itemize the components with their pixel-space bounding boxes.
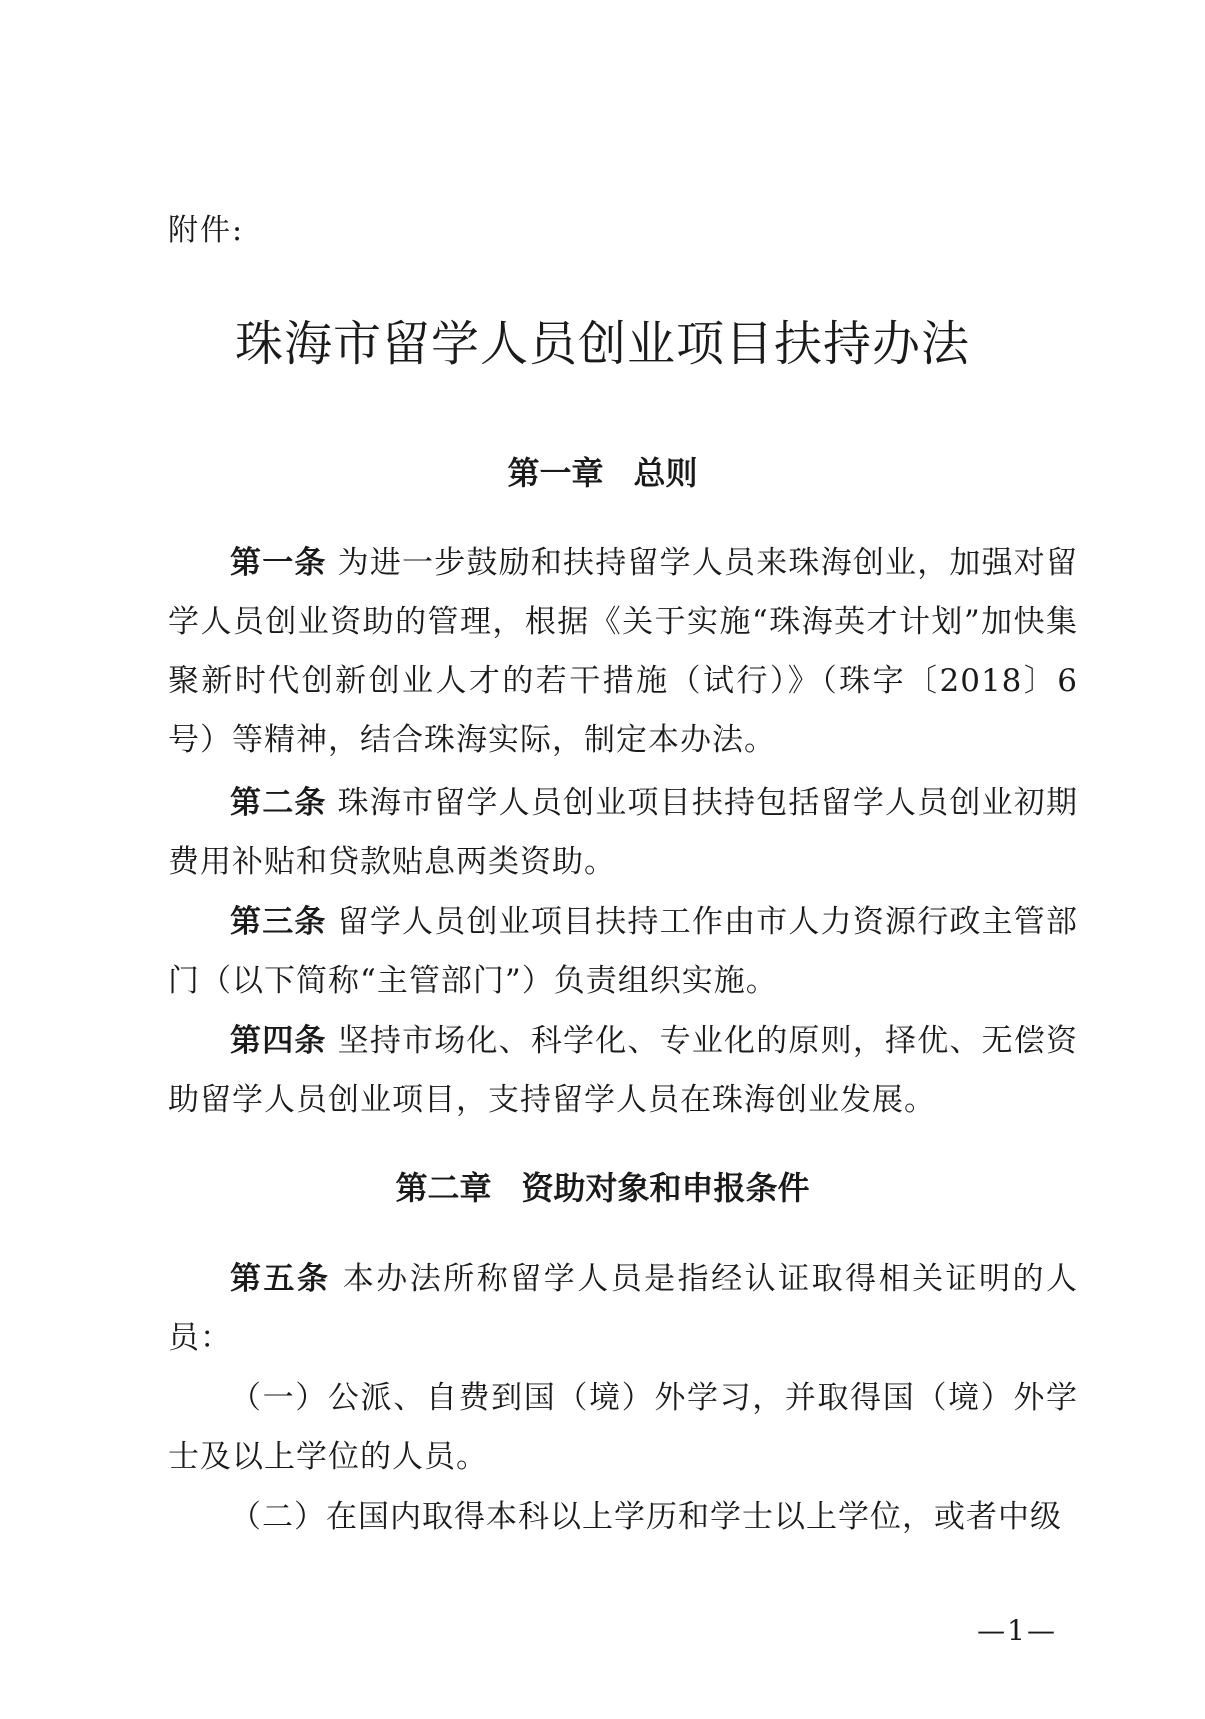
article-label: 第五条 [230,1261,331,1297]
attachment-label: 附件: [168,213,245,248]
article-text: 留学人员创业项目扶持工作由市人力资源行政主管部门（以下简称“主管部门”）负责组织实施。 [168,904,1079,999]
list-item: （二）在国内取得本科以上学历和学士以上学位，或者中级 [230,1499,1062,1535]
article-5 [168,1250,1078,1368]
list-item: （一）公派、自费到国（境）外学习，并取得国（境）外学士及以上学位的人员。 [168,1380,1078,1475]
article-label: 第一条 [230,545,327,581]
chapter-heading-2 [0,1163,1205,1209]
article-text: 珠海市留学人员创业项目扶持包括留学人员创业初期费用补贴和贷款贴息两类资助。 [168,785,1079,880]
article-text: 为进一步鼓励和扶持留学人员来珠海创业，加强对留学人员创业资助的管理，根据《关于实施“珠海英才计划”加快集聚新时代创新创业人才的若干措施（试行）》（珠字〔2018〕6号）等精神，结合珠海实际，制定本办法。 [168,545,1079,758]
article-label: 第二条 [230,785,327,821]
chapter-heading-1 [0,448,1205,494]
page-number: —1— [977,1614,1057,1647]
article-text: 本办法所称留学人员是指经认证取得相关证明的人员： [168,1261,1079,1356]
article-text: 坚持市场化、科学化、专业化的原则，择优、无偿资助留学人员创业项目，支持留学人员在珠海创业发展。 [168,1023,1079,1118]
chapter-name: 总则 [633,454,698,492]
article-3 [168,893,1078,1011]
article-label: 第三条 [230,904,327,940]
chapter-name: 资助对象和申报条件 [521,1169,810,1207]
article-4 [168,1012,1078,1130]
article-label: 第四条 [230,1023,327,1059]
article-1 [168,534,1078,770]
chapter-number: 第一章 [507,454,604,492]
document-title: 珠海市留学人员创业项目扶持办法 [234,316,970,372]
chapter-number: 第二章 [395,1169,492,1207]
article-2 [168,774,1078,892]
